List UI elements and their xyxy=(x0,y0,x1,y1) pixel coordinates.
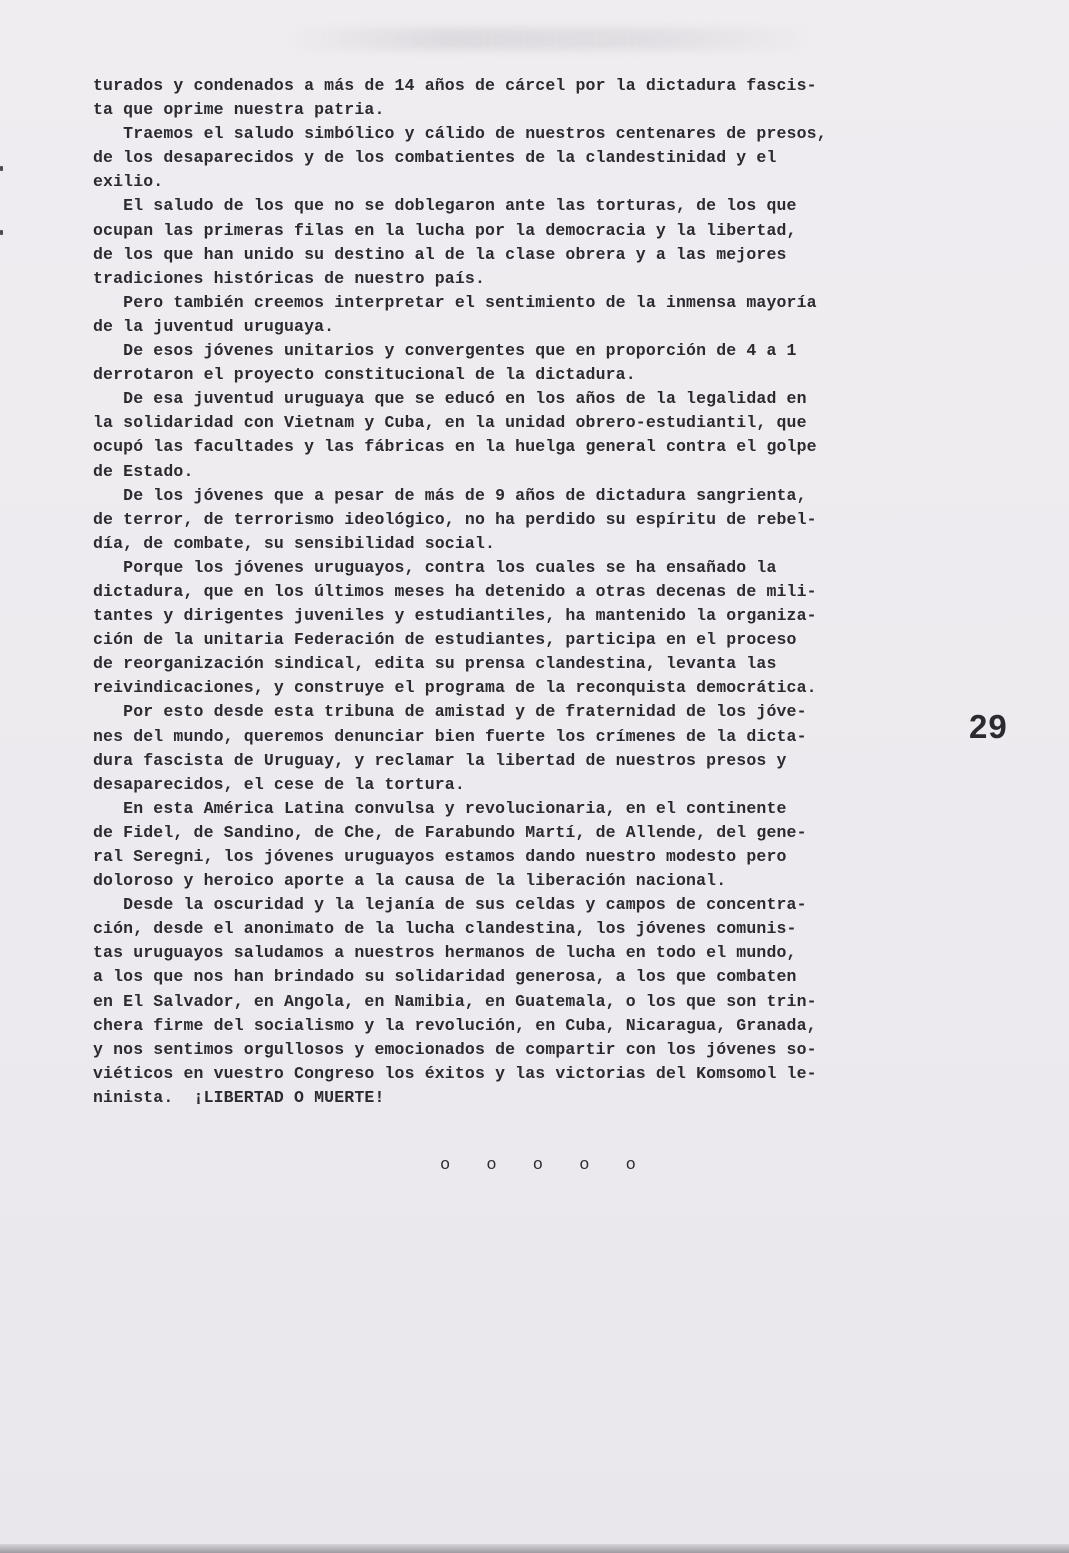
text-line: y nos sentimos orgullosos y emocionados de compartir con los jóvenes so- xyxy=(93,1039,817,1059)
text-line: En esta América Latina convulsa y revolucionaria, en el continente xyxy=(93,798,787,818)
text-line: Por esto desde esta tribuna de amistad y de fraternidad de los jóve- xyxy=(93,702,807,722)
text-line: Traemos el saludo simbólico y cálido de nuestros centenares de presos, xyxy=(93,124,827,144)
text-line: dictadura, que en los últimos meses ha detenido a otras decenas de mili- xyxy=(93,581,817,601)
section-separator: o o o o o xyxy=(440,1156,649,1175)
text-line: de los que han unido su destino al de la clase obrera y a las mejores xyxy=(93,244,787,264)
text-line: viéticos en vuestro Congreso los éxitos y las victorias del Komsomol le- xyxy=(93,1063,817,1083)
text-line: dura fascista de Uruguay, y reclamar la libertad de nuestros presos y xyxy=(93,750,787,770)
text-line: de los desaparecidos y de los combatientes de la clandestinidad y el xyxy=(93,148,777,168)
text-line: ta que oprime nuestra patria. xyxy=(93,100,385,120)
text-line: de la juventud uruguaya. xyxy=(93,316,335,336)
text-line: ocupó las facultades y las fábricas en la huelga general contra el golpe xyxy=(93,437,817,457)
text-line: ral Seregni, los jóvenes uruguayos estamos dando nuestro modesto pero xyxy=(93,847,787,866)
text-line: chera firme del socialismo y la revolución, en Cuba, Nicaragua, Granada, xyxy=(93,1015,817,1035)
text-line: a los que nos han brindado su solidaridad generosa, a los que combaten xyxy=(93,967,797,987)
text-line: tas uruguayos saludamos a nuestros hermanos de lucha en todo el mundo, xyxy=(93,943,797,963)
text-line: ción, desde el anonimato de la lucha clandestina, los jóvenes comunis- xyxy=(93,919,797,939)
text-line: Porque los jóvenes uruguayos, contra los cuales se ha ensañado la xyxy=(93,557,777,577)
text-line: tradiciones históricas de nuestro país. xyxy=(93,268,486,288)
text-line: tantes y dirigentes juveniles y estudiantiles, ha mantenido la organiza- xyxy=(93,606,817,626)
text-line: ción de la unitaria Federación de estudiantes, participa en el proceso xyxy=(93,630,797,650)
text-line: reivindicaciones, y construye el programa de la reconquista democrática. xyxy=(93,678,817,698)
text-line: De esa juventud uruguaya que se educó en los años de la legalidad en xyxy=(93,389,807,409)
text-line: ocupan las primeras filas en la lucha por la democracia y la libertad, xyxy=(93,220,797,240)
text-line: día, de combate, su sensibilidad social. xyxy=(93,533,496,553)
text-line: El saludo de los que no se doblegaron ante las torturas, de los que xyxy=(93,196,797,216)
text-line: doloroso y heroico aporte a la causa de la liberación nacional. xyxy=(93,871,727,891)
text-line: de reorganización sindical, edita su prensa clandestina, levanta las xyxy=(93,654,777,674)
text-line: de Estado. xyxy=(93,461,194,481)
text-line: Desde la oscuridad y la lejanía de sus celdas y campos de concentra- xyxy=(93,895,807,915)
text-line: Pero también creemos interpretar el sentimiento de la inmensa mayoría xyxy=(93,292,817,312)
text-line: en El Salvador, en Angola, en Namibia, en Guatemala, o los que son trin- xyxy=(93,991,817,1011)
text-line: nes del mundo, queremos denunciar bien fuerte los crímenes de la dicta- xyxy=(93,726,807,746)
text-line: exilio. xyxy=(93,172,164,192)
margin-mark xyxy=(0,166,3,171)
text-line: de terror, de terrorismo ideológico, no ha perdido su espíritu de rebel- xyxy=(93,509,817,529)
page-number: 29 xyxy=(969,708,1008,745)
show-through-smudge xyxy=(290,28,810,50)
text-line: la solidaridad con Vietnam y Cuba, en la unidad obrero-estudiantil, que xyxy=(93,413,807,433)
text-line: turados y condenados a más de 14 años de cárcel por la dictadura fascis- xyxy=(93,76,817,95)
text-line: derrotaron el proyecto constitucional de la dictadura. xyxy=(93,365,636,385)
text-line: De los jóvenes que a pesar de más de 9 años de dictadura sangrienta, xyxy=(93,485,807,505)
text-line: De esos jóvenes unitarios y convergentes que en proporción de 4 a 1 xyxy=(93,341,797,361)
text-line: desaparecidos, el cese de la tortura. xyxy=(93,774,465,794)
text-line: de Fidel, de Sandino, de Che, de Farabundo Martí, de Allende, del gene- xyxy=(93,822,807,842)
text-line: ninista. ¡LIBERTAD O MUERTE! xyxy=(93,1087,385,1107)
margin-mark xyxy=(0,230,3,235)
body-text xyxy=(93,74,973,1110)
scan-bottom-edge xyxy=(0,1544,1069,1553)
